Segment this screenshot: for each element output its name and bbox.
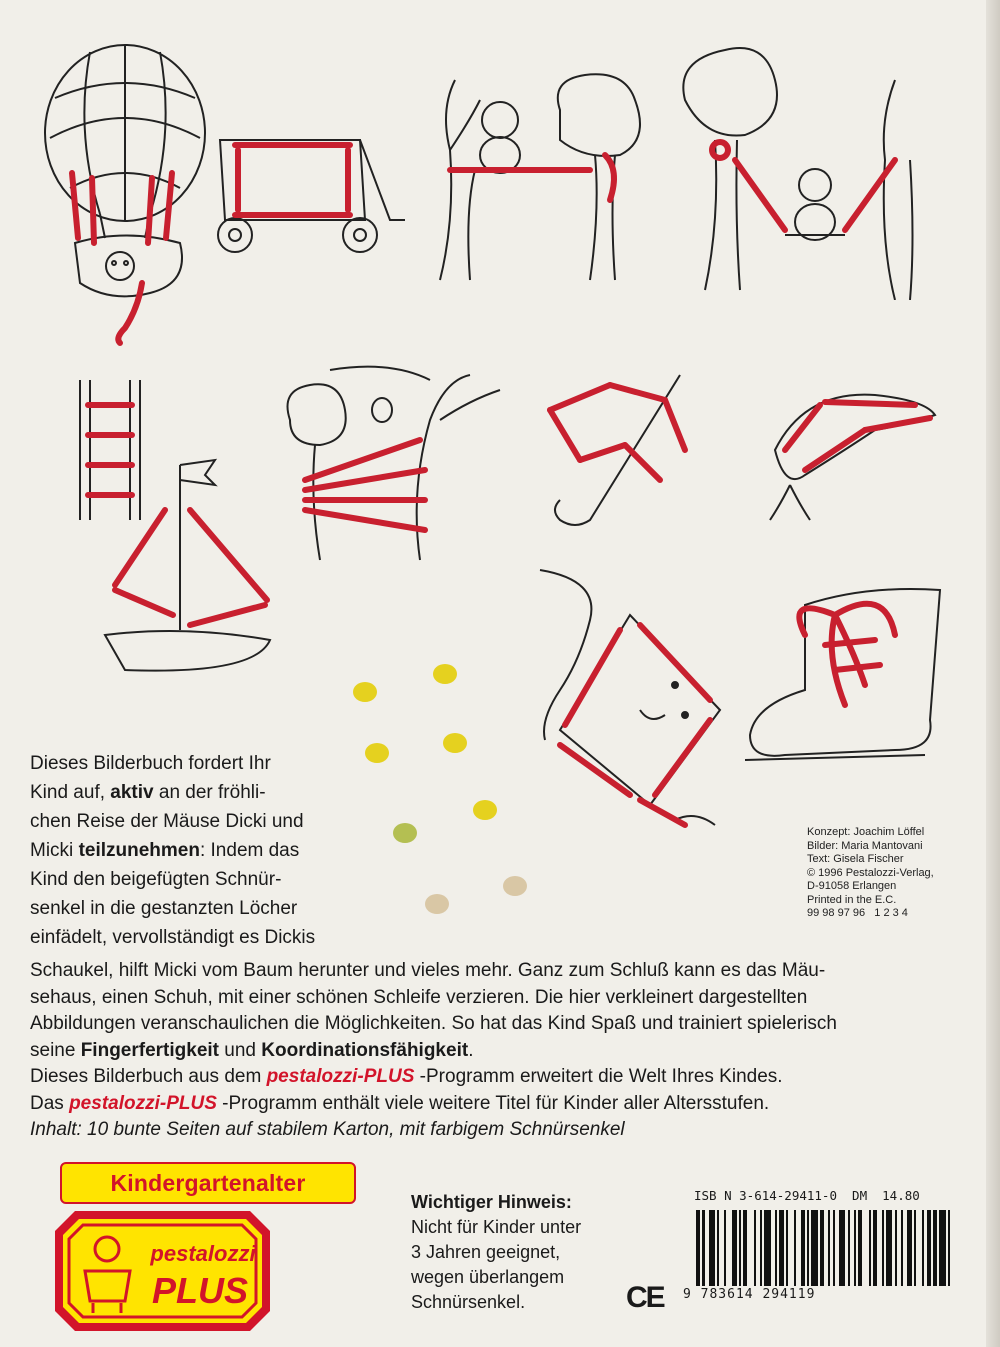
description-text: seine xyxy=(30,1039,81,1061)
description-line xyxy=(30,837,390,866)
description-text: Abbildungen veranschaulichen die Möglichkeiten. So hat das Kind Spaß und trainiert spielerisch xyxy=(30,1013,837,1034)
description-text: senkel in die gestanzten Löcher xyxy=(30,898,298,919)
barcode-bar xyxy=(807,1210,809,1286)
credit-line: Printed in the E.C. xyxy=(807,893,897,906)
description-line xyxy=(30,1116,970,1143)
description-line xyxy=(30,957,970,984)
barcode-bar xyxy=(914,1210,916,1286)
cover-edge xyxy=(986,0,1000,1347)
dolphin-illustration xyxy=(765,380,945,525)
description-text: Schaukel, hilft Micki vom Baum herunter und vieles mehr. Ganz zum Schluß kann es das Mäu- xyxy=(30,960,826,981)
description-text: Kind den beigefügten Schnür- xyxy=(30,869,282,890)
barcode-bar xyxy=(869,1210,871,1286)
description-text: Micki xyxy=(30,840,79,861)
credit-line: 99 98 97 96 1 2 3 4 xyxy=(807,907,908,919)
description-wrapped xyxy=(30,750,390,953)
description-line xyxy=(30,924,390,953)
barcode-bar xyxy=(743,1210,747,1286)
description-line xyxy=(30,1010,970,1037)
warning-line: wegen überlangem xyxy=(411,1267,565,1287)
umbrella-illustration xyxy=(540,370,690,535)
emphasis-text: Fingerfertigkeit xyxy=(80,1039,220,1061)
barcode-bar xyxy=(873,1210,877,1286)
warning-heading: Wichtiger Hinweis: xyxy=(411,1192,572,1212)
description-text: -Programm erweitert die Welt Ihres Kindes. xyxy=(414,1066,783,1087)
barcode-bar xyxy=(839,1210,845,1286)
description-text: -Programm enthält viele weitere Titel für Kinder aller Altersstufen. xyxy=(216,1092,770,1114)
emphasis-text: Koordinationsfähigkeit xyxy=(261,1039,469,1061)
emphasis-text: aktiv xyxy=(110,782,154,803)
description-line xyxy=(30,866,390,895)
barcode-bar xyxy=(886,1210,892,1286)
barcode-bar xyxy=(794,1210,796,1286)
description-text: Das xyxy=(30,1092,70,1114)
barcode-bar xyxy=(754,1210,756,1286)
barcode-bar xyxy=(724,1210,726,1286)
barcode-bar xyxy=(882,1210,884,1286)
spider-tree-illustration xyxy=(270,360,510,570)
barcode-bar xyxy=(854,1210,856,1286)
barcode-bar xyxy=(922,1210,924,1286)
tree-swing-illustration xyxy=(665,40,950,300)
barcode-bar xyxy=(848,1210,850,1286)
isbn-price: ISB N 3-614-29411-0 DM 14.80 xyxy=(694,1188,920,1203)
sailboat-illustration xyxy=(95,455,280,690)
credit-line: Text: Gisela Fischer xyxy=(807,853,904,865)
barcode-bar xyxy=(786,1210,788,1286)
description-line xyxy=(30,1037,970,1064)
barcode-bar xyxy=(833,1210,835,1286)
safety-warning xyxy=(411,1190,581,1315)
description-line xyxy=(30,779,390,808)
punched-hole xyxy=(443,733,467,753)
punched-hole xyxy=(473,800,497,820)
warning-line: 3 Jahren geeignet, xyxy=(411,1242,561,1262)
description-text: sehaus, einen Schuh, mit einer schönen Schleife verzieren. Die hier verkleinert dargestellten xyxy=(30,986,808,1008)
credit-line: D-91058 Erlangen xyxy=(807,880,897,892)
ce-mark: CE xyxy=(626,1281,664,1314)
punched-hole xyxy=(393,823,417,843)
warning-line: Nicht für Kinder unter xyxy=(411,1217,582,1237)
barcode-bar xyxy=(820,1210,824,1286)
barcode-bar xyxy=(901,1210,903,1286)
punched-hole xyxy=(425,894,449,914)
barcode-bar xyxy=(709,1210,715,1286)
description-text: : Indem das xyxy=(199,840,300,861)
mouse-house-illustration xyxy=(520,560,730,840)
credit-line: Bilder: Maria Mantovani xyxy=(807,839,923,852)
logo-brand-top: pestalozzi xyxy=(150,1241,256,1266)
shoe-illustration xyxy=(745,575,955,780)
credit-line: © 1996 Pestalozzi-Verlag, xyxy=(807,866,934,879)
age-badge: Kindergartenalter xyxy=(60,1162,356,1204)
barcode-bar xyxy=(779,1210,783,1286)
description-text: chen Reise der Mäuse Dicki und xyxy=(30,811,304,832)
credit-line: Konzept: Joachim Löffel xyxy=(807,826,925,838)
logo-brand-bottom: PLUS xyxy=(151,1270,249,1311)
barcode-bar xyxy=(948,1210,950,1286)
hot-air-balloon-illustration xyxy=(30,38,210,348)
barcode-bar xyxy=(939,1210,945,1286)
barcode-bar xyxy=(760,1210,762,1286)
barcode-bar xyxy=(933,1210,937,1286)
description-full xyxy=(30,957,970,1143)
pestalozzi-plus-logo xyxy=(55,1211,270,1331)
description-line xyxy=(30,895,390,924)
description-line xyxy=(30,1063,970,1090)
punched-hole xyxy=(503,876,527,896)
brand-name: pestalozzi-PLUS xyxy=(69,1092,217,1114)
description-text: Dieses Bilderbuch aus dem xyxy=(30,1066,267,1087)
description-text: an der fröhli- xyxy=(153,782,266,803)
barcode-bar xyxy=(702,1210,704,1286)
barcode-bar xyxy=(732,1210,736,1286)
barcode-bar xyxy=(775,1210,777,1286)
description-line xyxy=(30,808,390,837)
description-text: . xyxy=(468,1039,474,1061)
punched-hole xyxy=(433,664,457,684)
emphasis-text: teilzunehmen xyxy=(78,840,200,861)
barcode-bar xyxy=(801,1210,805,1286)
barcode xyxy=(696,1210,950,1286)
barcode-bar xyxy=(907,1210,911,1286)
description-line xyxy=(30,1090,970,1117)
barcode-bar xyxy=(927,1210,931,1286)
brand-name: pestalozzi-PLUS xyxy=(266,1066,415,1087)
credits-block xyxy=(807,826,934,921)
barcode-bar xyxy=(717,1210,719,1286)
warning-line: Schnürsenkel. xyxy=(411,1292,526,1312)
trees-mouse-illustration xyxy=(410,70,670,290)
barcode-bar xyxy=(828,1210,830,1286)
description-text: Kind auf, xyxy=(30,782,111,803)
description-line xyxy=(30,984,970,1011)
punched-hole xyxy=(353,682,377,702)
description-text: Dieses Bilderbuch fordert Ihr xyxy=(30,753,271,774)
barcode-bar xyxy=(811,1210,817,1286)
barcode-bar xyxy=(895,1210,897,1286)
barcode-digits: 9 783614 294119 xyxy=(683,1287,816,1302)
cart-illustration xyxy=(200,130,410,260)
barcode-bar xyxy=(739,1210,741,1286)
barcode-bar xyxy=(696,1210,700,1286)
barcode-bar xyxy=(764,1210,770,1286)
description-text: einfädelt, vervollständigt es Dickis xyxy=(30,927,316,948)
description-text: Inhalt: 10 bunte Seiten auf stabilem Karton, mit farbigem Schnürsenkel xyxy=(30,1119,625,1140)
description-line xyxy=(30,750,390,779)
description-text: und xyxy=(219,1039,262,1061)
barcode-bar xyxy=(858,1210,862,1286)
